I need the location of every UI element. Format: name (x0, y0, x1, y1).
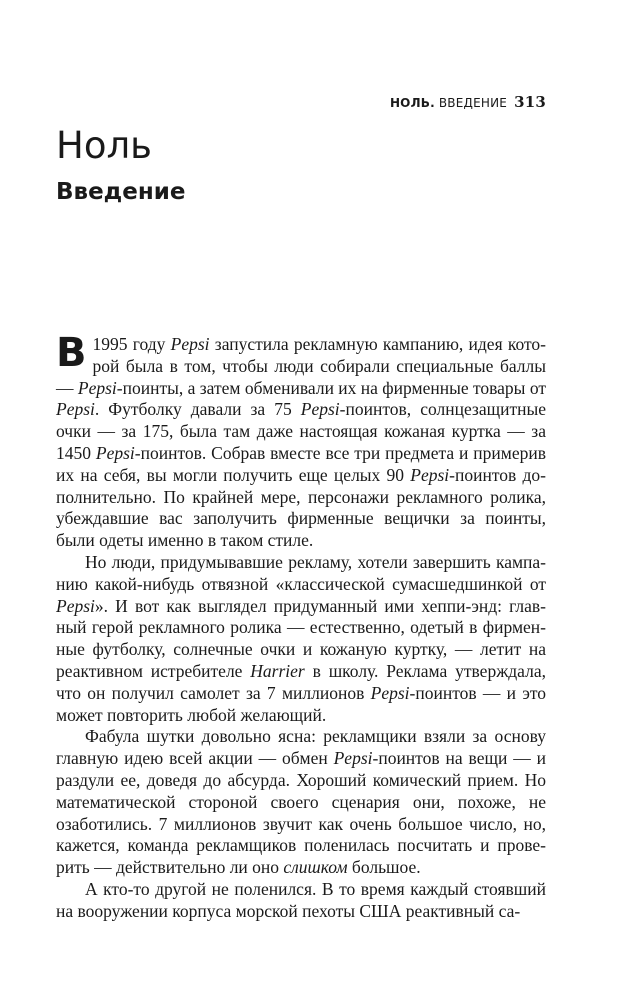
body-text (56, 330, 546, 923)
running-head-chapter: НОЛЬ. (389, 96, 435, 110)
paragraph: Фабула шутки довольно ясна: рекламщики взяли за основу главную идею всей акции — обмен Pepsi-поинтов на вещи — и раздули ее, доведя до абсурда. Хороший комический прием. Но математической стороной своего сценария они, похоже, не озаботились. 7 миллионов звучит как очень большое число, но, кажется, команда рекламщиков поленилась посчитать и проверить — действительно ли оно слишком большое. (56, 726, 546, 878)
paragraph-text: 1995 году Pepsi запустила рекламную кампанию, идея которой была в том, чтобы люди собирали специальные баллы — Pepsi-поинты, а затем обменивали их на фирменные товары от Pepsi. Футболку давали за 75 Pepsi-поинтов, солнцезащитные очки — за 175, была там даже настоящая кожаная куртка — за 1450 Pepsi-поинтов. Собрав вместе все три предмета и примерив их на себя, вы могли получить еще целых 90 Pepsi-поинтов дополнительно. По крайней мере, персонажи рекламного ролика, убеждавшие вас заполучить фирменные вещички за поинты, были одеты именно в таком стиле. (56, 334, 546, 551)
paragraph: А кто-то другой не поленился. В то время каждый стоявший на вооружении корпуса морской пехоты США реактивный са- (56, 878, 546, 921)
paragraph (56, 330, 546, 552)
running-head-section: ВВЕДЕНИЕ (438, 96, 508, 110)
page-number: 313 (514, 93, 546, 111)
paragraph: Но люди, придумывавшие рекламу, хотели завершить кампанию какой-нибудь отвязной «классической сумасшедшинкой от Pepsi». И вот как выглядел придуманный ими хеппи-энд: главный герой рекламного ролика — естественно, одетый в фирменные футболку, солнечные очки и кожаную куртку, — летит на реактивном истребителе Harrier в школу. Реклама утверждала, что он получил самолет за 7 миллионов Pepsi-поинтов — и это может повторить любой желающий. (56, 551, 546, 725)
running-head (390, 93, 546, 111)
drop-cap: В (56, 330, 87, 376)
chapter-title: Ноль (56, 124, 152, 167)
section-title: Введение (56, 179, 186, 205)
